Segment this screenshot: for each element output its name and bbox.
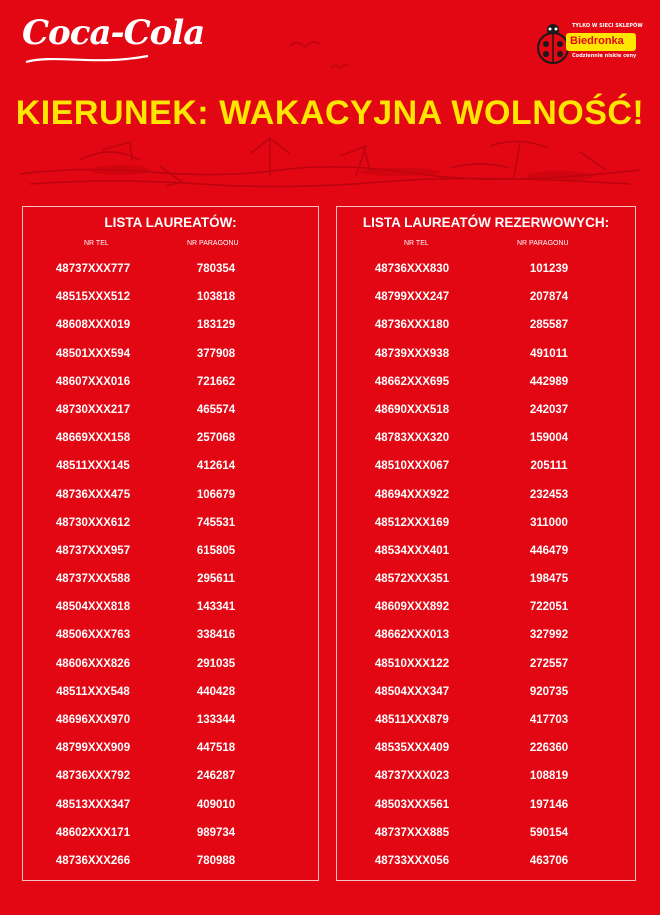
receipt-number-cell: 412614 bbox=[196, 460, 236, 473]
phone-number-cell: 48501XXX594 bbox=[55, 347, 131, 360]
table-row bbox=[23, 261, 318, 289]
phone-number-cell: 48511XXX879 bbox=[375, 714, 449, 726]
reserve-col-phone: NR TEL bbox=[404, 240, 429, 247]
table-row bbox=[23, 853, 318, 881]
reserve-col-receipt: NR PARAGONU bbox=[517, 240, 569, 247]
phone-number-cell: 48737XXX023 bbox=[374, 770, 450, 783]
receipt-number-cell: 143341 bbox=[196, 601, 236, 614]
receipt-number-cell: 246287 bbox=[196, 770, 236, 783]
phone-number-cell: 48512XXX169 bbox=[374, 516, 450, 529]
phone-number-cell: 48662XXX695 bbox=[374, 375, 450, 388]
phone-number-cell: 48737XXX777 bbox=[55, 263, 131, 275]
phone-number-cell: 48736XXX266 bbox=[55, 854, 131, 867]
phone-number-cell: 48730XXX217 bbox=[55, 403, 131, 416]
receipt-number-cell: 447518 bbox=[196, 742, 236, 755]
receipt-number-cell: 442989 bbox=[529, 375, 569, 388]
table-row bbox=[23, 684, 318, 712]
phone-number-cell: 48733XXX056 bbox=[374, 854, 450, 867]
phone-number-cell: 48736XXX180 bbox=[374, 319, 450, 332]
winners-col-receipt: NR PARAGONU bbox=[187, 240, 239, 247]
receipt-number-cell: 989734 bbox=[196, 826, 236, 839]
receipt-number-cell: 295611 bbox=[197, 573, 235, 586]
receipt-number-cell: 108819 bbox=[529, 770, 569, 783]
receipt-number-cell: 205111 bbox=[530, 460, 568, 473]
phone-number-cell: 48535XXX409 bbox=[374, 742, 450, 755]
phone-number-cell: 48534XXX401 bbox=[374, 544, 450, 557]
receipt-number-cell: 257068 bbox=[196, 432, 236, 445]
table-row bbox=[23, 571, 318, 599]
receipt-number-cell: 285587 bbox=[529, 319, 569, 332]
phone-number-cell: 48696XXX970 bbox=[55, 714, 131, 726]
phone-number-cell: 48730XXX612 bbox=[55, 516, 131, 529]
receipt-number-cell: 232453 bbox=[529, 488, 569, 501]
phone-number-cell: 48736XXX792 bbox=[55, 770, 131, 783]
receipt-number-cell: 417703 bbox=[529, 714, 569, 726]
phone-number-cell: 48513XXX347 bbox=[55, 798, 131, 811]
table-row bbox=[337, 797, 635, 825]
table-row bbox=[23, 317, 318, 345]
receipt-number-cell: 311000 bbox=[530, 516, 568, 529]
receipt-number-cell: 197146 bbox=[529, 798, 569, 811]
receipt-number-cell: 291035 bbox=[196, 657, 236, 670]
table-row bbox=[23, 289, 318, 317]
seagull-icon bbox=[288, 38, 322, 52]
phone-number-cell: 48736XXX475 bbox=[55, 488, 131, 501]
phone-number-cell: 48783XXX320 bbox=[374, 432, 450, 445]
receipt-number-cell: 103818 bbox=[196, 291, 236, 304]
biedronka-tagline: Codziennie niskie ceny bbox=[572, 53, 637, 59]
phone-number-cell: 48690XXX518 bbox=[374, 403, 450, 416]
table-row bbox=[337, 571, 635, 599]
winners-list bbox=[23, 261, 318, 881]
table-row bbox=[337, 740, 635, 768]
phone-number-cell: 48739XXX938 bbox=[374, 347, 450, 360]
phone-number-cell: 48608XXX019 bbox=[55, 319, 131, 332]
phone-number-cell: 48510XXX067 bbox=[374, 460, 450, 473]
phone-number-cell: 48737XXX588 bbox=[55, 573, 131, 586]
receipt-number-cell: 780988 bbox=[196, 854, 236, 867]
biedronka-top-text: TYLKO W SIECI SKLEPÓW bbox=[572, 23, 643, 29]
phone-number-cell: 48694XXX922 bbox=[374, 488, 450, 501]
table-row bbox=[337, 430, 635, 458]
phone-number-cell: 48736XXX830 bbox=[374, 263, 450, 275]
phone-number-cell: 48503XXX561 bbox=[374, 798, 450, 811]
phone-number-cell: 48607XXX016 bbox=[55, 375, 131, 388]
coca-cola-logo: Coca-Cola bbox=[22, 13, 205, 53]
reserve-list bbox=[337, 261, 635, 881]
table-row bbox=[337, 458, 635, 486]
table-row bbox=[23, 402, 318, 430]
table-row bbox=[337, 487, 635, 515]
table-row bbox=[23, 825, 318, 853]
table-row bbox=[337, 317, 635, 345]
receipt-number-cell: 183129 bbox=[196, 319, 236, 332]
phone-number-cell: 48799XXX247 bbox=[374, 291, 450, 304]
table-row bbox=[23, 599, 318, 627]
phone-number-cell: 48669XXX158 bbox=[55, 432, 131, 445]
receipt-number-cell: 440428 bbox=[196, 685, 236, 698]
receipt-number-cell: 226360 bbox=[529, 742, 569, 755]
page-title: KIERUNEK: WAKACYJNA WOLNOŚĆ! bbox=[15, 94, 645, 132]
receipt-number-cell: 780354 bbox=[196, 263, 236, 275]
phone-number-cell: 48511XXX548 bbox=[56, 685, 130, 698]
table-row bbox=[23, 458, 318, 486]
table-row bbox=[337, 712, 635, 740]
receipt-number-cell: 446479 bbox=[529, 544, 569, 557]
receipt-number-cell: 242037 bbox=[529, 403, 569, 416]
table-row bbox=[23, 740, 318, 768]
table-row bbox=[337, 543, 635, 571]
table-row bbox=[23, 627, 318, 655]
receipt-number-cell: 101239 bbox=[529, 263, 569, 275]
table-row bbox=[337, 346, 635, 374]
table-row bbox=[23, 543, 318, 571]
winners-col-phone: NR TEL bbox=[84, 240, 109, 247]
table-row bbox=[23, 346, 318, 374]
receipt-number-cell: 615805 bbox=[196, 544, 236, 557]
table-row bbox=[23, 768, 318, 796]
receipt-number-cell: 106679 bbox=[196, 488, 236, 501]
phone-number-cell: 48504XXX818 bbox=[55, 601, 131, 614]
receipt-number-cell: 745531 bbox=[196, 516, 236, 529]
table-row bbox=[337, 289, 635, 317]
table-row bbox=[337, 599, 635, 627]
reserve-title: LISTA LAUREATÓW REZERWOWYCH: bbox=[362, 215, 610, 230]
receipt-number-cell: 590154 bbox=[529, 826, 569, 839]
receipt-number-cell: 465574 bbox=[196, 403, 236, 416]
table-row bbox=[337, 825, 635, 853]
table-row bbox=[23, 487, 318, 515]
coca-cola-swoosh-icon bbox=[24, 52, 150, 66]
receipt-number-cell: 377908 bbox=[196, 347, 236, 360]
table-row bbox=[337, 402, 635, 430]
phone-number-cell: 48504XXX347 bbox=[374, 685, 450, 698]
receipt-number-cell: 920735 bbox=[529, 685, 569, 698]
phone-number-cell: 48510XXX122 bbox=[374, 657, 450, 670]
receipt-number-cell: 463706 bbox=[529, 854, 569, 867]
table-row bbox=[337, 656, 635, 684]
receipt-number-cell: 198475 bbox=[529, 573, 569, 586]
table-row bbox=[23, 797, 318, 825]
phone-number-cell: 48609XXX892 bbox=[374, 601, 450, 614]
beach-scene-illustration bbox=[20, 130, 640, 200]
table-row bbox=[23, 374, 318, 402]
phone-number-cell: 48799XXX909 bbox=[55, 742, 131, 755]
receipt-number-cell: 207874 bbox=[529, 291, 569, 304]
phone-number-cell: 48606XXX826 bbox=[55, 657, 131, 670]
phone-number-cell: 48602XXX171 bbox=[55, 826, 131, 839]
phone-number-cell: 48737XXX885 bbox=[374, 826, 450, 839]
phone-number-cell: 48506XXX763 bbox=[55, 629, 131, 642]
biedronka-name: Biedronka bbox=[570, 35, 624, 47]
reserve-panel bbox=[336, 206, 636, 881]
phone-number-cell: 48515XXX512 bbox=[55, 291, 131, 304]
receipt-number-cell: 272557 bbox=[529, 657, 569, 670]
receipt-number-cell: 159004 bbox=[529, 432, 569, 445]
receipt-number-cell: 133344 bbox=[196, 714, 236, 726]
receipt-number-cell: 722051 bbox=[529, 601, 569, 614]
table-row bbox=[337, 853, 635, 881]
table-row bbox=[337, 374, 635, 402]
table-row bbox=[23, 515, 318, 543]
phone-number-cell: 48662XXX013 bbox=[374, 629, 450, 642]
seagull-small-icon bbox=[330, 62, 350, 72]
table-row bbox=[23, 656, 318, 684]
biedronka-logo bbox=[532, 22, 642, 68]
table-row bbox=[337, 515, 635, 543]
phone-number-cell: 48511XXX145 bbox=[56, 460, 130, 473]
phone-number-cell: 48572XXX351 bbox=[374, 573, 450, 586]
receipt-number-cell: 327992 bbox=[529, 629, 569, 642]
table-row bbox=[23, 712, 318, 740]
winners-panel bbox=[22, 206, 319, 881]
phone-number-cell: 48737XXX957 bbox=[55, 544, 131, 557]
table-row bbox=[337, 261, 635, 289]
table-row bbox=[23, 430, 318, 458]
table-row bbox=[337, 768, 635, 796]
receipt-number-cell: 491011 bbox=[530, 347, 568, 360]
receipt-number-cell: 338416 bbox=[196, 629, 236, 642]
receipt-number-cell: 721662 bbox=[196, 375, 236, 388]
table-row bbox=[337, 684, 635, 712]
table-row bbox=[337, 627, 635, 655]
receipt-number-cell: 409010 bbox=[196, 798, 236, 811]
winners-title: LISTA LAUREATÓW: bbox=[104, 215, 237, 230]
